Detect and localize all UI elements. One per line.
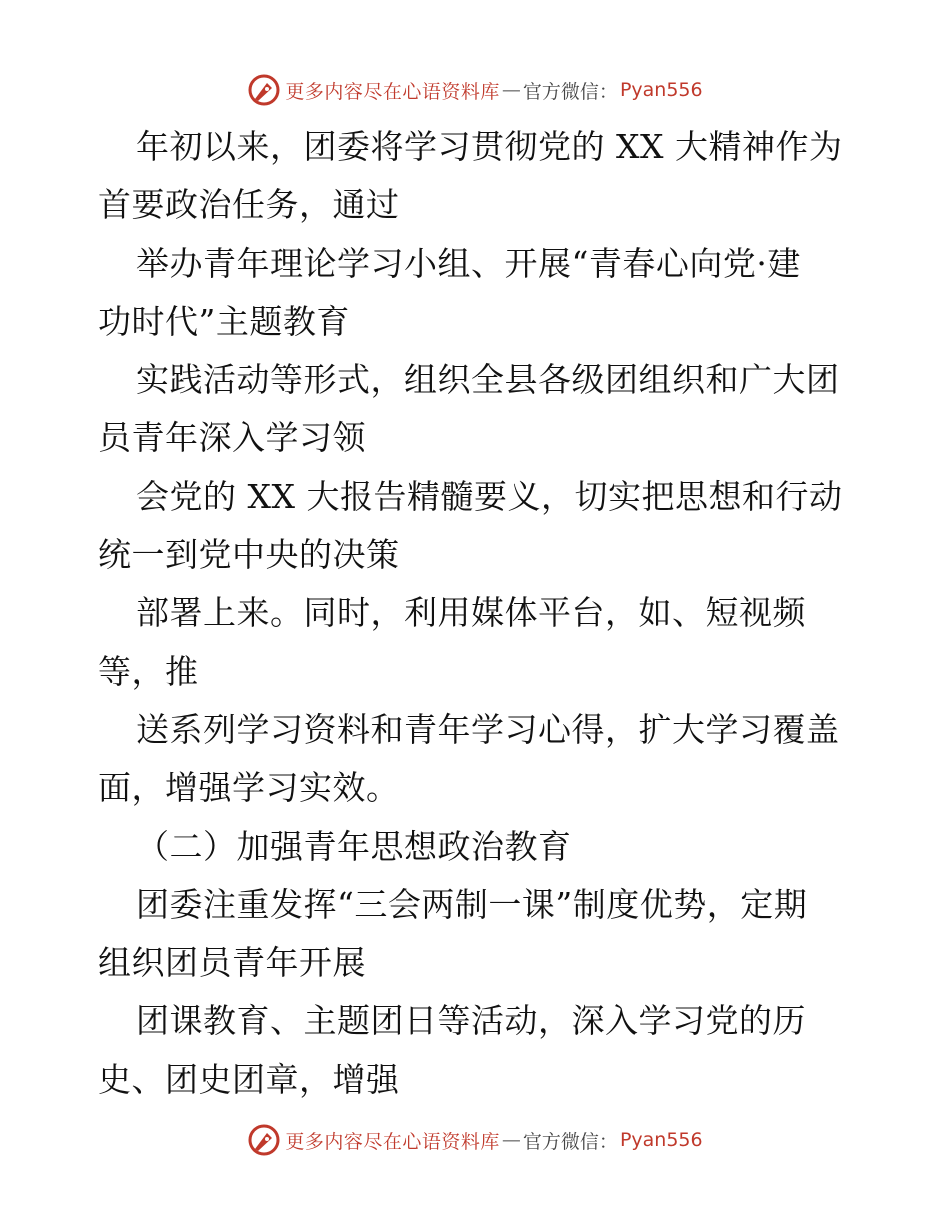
paragraph-line: 组织团员青年开展 [98, 943, 366, 983]
paragraph-line: 年初以来，团委将学习贯彻党的 XX 大精神作为 [136, 127, 843, 166]
paragraph-line: 面，增强学习实效。 [98, 768, 400, 808]
pen-nib-circle-icon [247, 73, 281, 107]
paragraph-line: 举办青年理论学习小组、开展“青春心向党·建 [136, 243, 801, 283]
paragraph-line: 团课教育、主题团日等活动，深入学习党的历 [136, 1001, 806, 1041]
watermark-brand-text: 更多内容尽在心语资料库 [285, 1130, 500, 1153]
footer-watermark [0, 1120, 950, 1160]
watermark-dash: — [501, 1129, 521, 1151]
paragraph-line: 送系列学习资料和青年学习心得，扩大学习覆盖 [136, 709, 840, 749]
watermark-dash: — [501, 79, 521, 101]
paragraph-line: 会党的 XX 大报告精髓要义，切实把思想和行动 [136, 476, 843, 516]
watermark-official-text: 官方微信： [522, 1130, 618, 1153]
watermark-official-text: 官方微信： [522, 80, 618, 103]
watermark-account: Pyan556 [619, 79, 703, 101]
paragraph-line: 首要政治任务，通过 [98, 185, 400, 225]
section-heading: （二）加强青年思想政治教育 [136, 826, 572, 866]
header-watermark [0, 70, 950, 110]
paragraph-line: 团委注重发挥“三会两制一课”制度优势，定期 [136, 884, 808, 924]
pen-nib-circle-icon [247, 1123, 281, 1157]
paragraph-line: 功时代”主题教育 [98, 301, 350, 341]
watermark-brand-text: 更多内容尽在心语资料库 [285, 80, 500, 103]
watermark-account: Pyan556 [619, 1129, 703, 1151]
paragraph-line: 史、团史团章，增强 [98, 1059, 400, 1099]
document-body [98, 118, 858, 1109]
paragraph-line: 统一到党中央的决策 [98, 535, 400, 575]
paragraph-line: 员青年深入学习领 [98, 418, 366, 458]
paragraph-line: 实践活动等形式，组织全县各级团组织和广大团 [136, 360, 840, 400]
paragraph-line: 等，推 [98, 651, 199, 691]
paragraph-line: 部署上来。同时，利用媒体平台，如、短视频 [136, 593, 806, 633]
